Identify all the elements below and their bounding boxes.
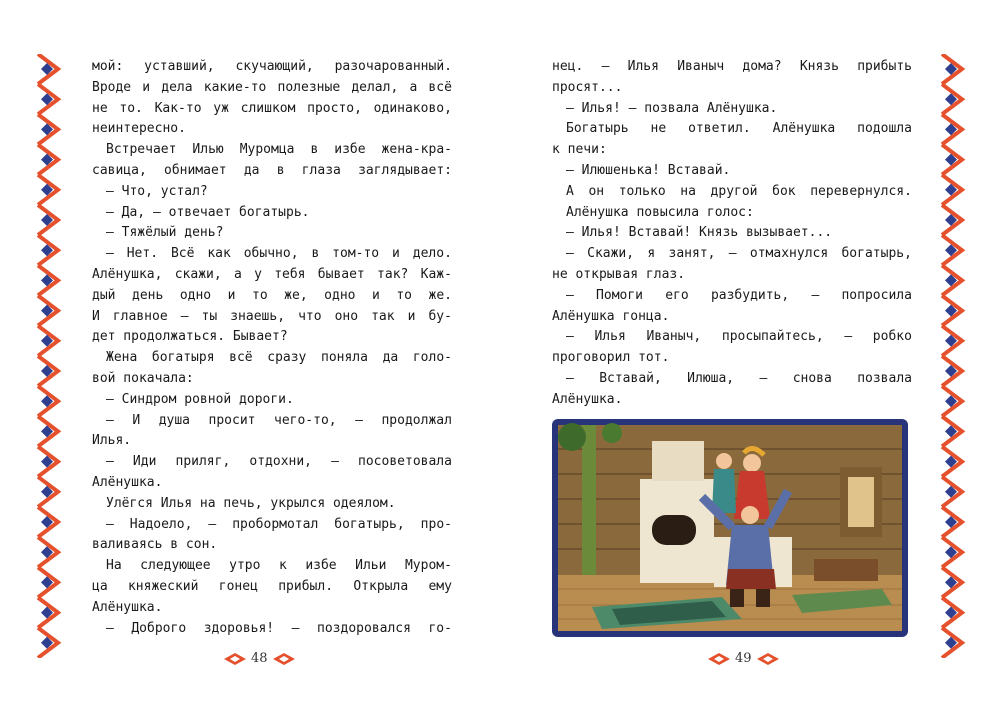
word: — bbox=[180, 308, 189, 324]
word: у bbox=[254, 266, 262, 282]
text-line: — Илья! Вставай! Князь вызывает... bbox=[566, 225, 833, 241]
word: душа bbox=[158, 412, 190, 428]
word: поздоровался bbox=[317, 620, 411, 636]
word: же, bbox=[284, 287, 308, 303]
text-line bbox=[92, 57, 452, 78]
word: бок bbox=[772, 183, 796, 199]
word: — bbox=[566, 246, 574, 262]
text-line bbox=[552, 327, 912, 348]
text-line bbox=[552, 57, 912, 78]
text-line bbox=[552, 244, 912, 265]
text-line bbox=[92, 348, 452, 369]
word: И bbox=[132, 412, 141, 428]
word: го- bbox=[428, 620, 452, 636]
word: разбудить, bbox=[710, 287, 790, 303]
word: и bbox=[372, 287, 380, 303]
word: разочарованный. bbox=[334, 59, 452, 74]
page-number-left bbox=[224, 651, 295, 666]
word: отдохни, bbox=[249, 454, 313, 470]
text-line bbox=[552, 119, 912, 140]
word: только bbox=[618, 183, 666, 199]
text-line bbox=[92, 161, 452, 182]
word: знаешь, bbox=[230, 308, 286, 324]
word: делал, bbox=[351, 79, 399, 95]
word: — bbox=[728, 246, 737, 262]
word: поняла bbox=[321, 350, 368, 366]
word: — bbox=[566, 370, 574, 386]
word: жена-кра- bbox=[381, 142, 452, 158]
text-line: к печи: bbox=[552, 142, 607, 158]
word: дома? bbox=[742, 59, 782, 74]
text-line: — Синдром ровной дороги. bbox=[106, 391, 294, 407]
word: Иди bbox=[132, 454, 157, 470]
word: княжеский bbox=[127, 578, 199, 594]
word: одно bbox=[324, 287, 356, 303]
word: Всё bbox=[170, 246, 195, 262]
word: в bbox=[311, 246, 320, 262]
word: другой bbox=[710, 183, 758, 199]
word: позвала bbox=[857, 370, 912, 386]
word: то bbox=[396, 287, 412, 303]
word: Вставай, bbox=[599, 370, 662, 386]
word: снова bbox=[792, 370, 832, 386]
word: дый bbox=[92, 287, 116, 303]
text-line bbox=[92, 452, 452, 473]
text-line: — Что, устал? bbox=[106, 183, 208, 199]
word: Открыла bbox=[353, 578, 409, 594]
word: продолжал bbox=[381, 412, 452, 428]
text-line bbox=[92, 556, 452, 577]
word: богатырь, bbox=[841, 246, 912, 262]
word: его bbox=[665, 287, 689, 303]
word: прибыл. bbox=[278, 578, 334, 594]
word: избе bbox=[305, 558, 337, 574]
word: посоветовала bbox=[358, 454, 452, 470]
word: занят, bbox=[668, 246, 716, 262]
word: Илья bbox=[627, 59, 659, 74]
word: и bbox=[392, 246, 400, 262]
text-line bbox=[92, 286, 452, 307]
word: не bbox=[92, 100, 108, 116]
word: — bbox=[291, 620, 300, 636]
word: Иваныч bbox=[677, 59, 725, 74]
word: Жена bbox=[106, 350, 138, 366]
word: попросила bbox=[841, 287, 912, 303]
text-line: дет продолжаться. Бывает? bbox=[92, 329, 288, 345]
text-line: Алёнушка гонца. bbox=[552, 308, 670, 324]
word: всё bbox=[428, 79, 452, 95]
text-line: Алёнушка повысила голос: bbox=[566, 204, 754, 220]
word: скажи, bbox=[174, 266, 222, 282]
word: всё bbox=[229, 350, 253, 366]
word: чего-то, bbox=[274, 412, 337, 428]
text-line: Алёнушка. bbox=[92, 599, 163, 615]
word: здоровья! bbox=[203, 620, 275, 636]
word: ему bbox=[428, 578, 452, 594]
word: — bbox=[566, 329, 574, 345]
word: не bbox=[650, 121, 667, 137]
word: Встречает bbox=[106, 142, 177, 158]
word: тебя bbox=[274, 266, 306, 282]
text-line bbox=[92, 619, 452, 640]
word: на bbox=[680, 183, 696, 199]
word: оно bbox=[334, 308, 359, 324]
text-line bbox=[92, 307, 452, 328]
word: Князь bbox=[799, 59, 839, 74]
word: слишком bbox=[240, 100, 296, 116]
word: — bbox=[844, 329, 853, 345]
word: Помоги bbox=[596, 287, 644, 303]
word: — bbox=[331, 454, 339, 470]
word: а bbox=[409, 79, 418, 95]
page-marker-left-icon bbox=[224, 653, 246, 665]
text-line: просят... bbox=[552, 79, 623, 95]
word: Алёнушка bbox=[772, 121, 836, 137]
word: заглядывает: bbox=[358, 162, 452, 178]
word: Нет. bbox=[126, 246, 159, 262]
word: На bbox=[106, 558, 122, 574]
word: отмахнулся bbox=[749, 246, 829, 262]
word: дело. bbox=[412, 246, 452, 262]
word: как bbox=[207, 246, 231, 262]
word: бу- bbox=[428, 308, 452, 324]
word: ответил. bbox=[688, 121, 751, 137]
word: — bbox=[106, 620, 114, 636]
text-line: валиваясь в сон. bbox=[92, 537, 218, 553]
word: — bbox=[601, 59, 610, 74]
right-ornament-border bbox=[940, 54, 966, 658]
word: гонец bbox=[218, 578, 258, 594]
text-line: Улёгся Илья на печь, укрылся одеялом. bbox=[106, 495, 396, 511]
text-line bbox=[92, 577, 452, 598]
word: богатыря bbox=[151, 350, 215, 366]
word: да bbox=[382, 350, 399, 366]
word: Муром- bbox=[404, 558, 452, 574]
word: приляг, bbox=[175, 454, 231, 470]
word: мой: bbox=[92, 59, 124, 74]
word: — bbox=[566, 287, 574, 303]
word: — bbox=[759, 370, 768, 386]
right-page-text bbox=[552, 57, 912, 411]
word: робко bbox=[872, 329, 912, 345]
word: просит bbox=[208, 412, 256, 428]
word: Скажи, bbox=[587, 246, 635, 262]
word: он bbox=[588, 183, 605, 199]
text-line: — Илюшенька! Вставай. bbox=[566, 162, 731, 178]
text-line bbox=[552, 182, 912, 203]
word: уж bbox=[213, 100, 229, 116]
word: богатырь, bbox=[334, 516, 405, 532]
word: бывает bbox=[317, 266, 365, 282]
left-page-text bbox=[92, 57, 452, 639]
word: про- bbox=[420, 516, 452, 532]
word: нец. bbox=[552, 59, 584, 74]
word: Иваныч, bbox=[646, 329, 702, 345]
text-line bbox=[92, 244, 452, 265]
word: то bbox=[252, 287, 268, 303]
word: обычно, bbox=[243, 246, 299, 262]
text-line bbox=[92, 140, 452, 161]
word: одинаково, bbox=[373, 100, 452, 116]
word: утро bbox=[229, 558, 261, 574]
word: ца bbox=[92, 578, 108, 594]
text-line: Илья. bbox=[92, 433, 132, 449]
text-line: — Илья! — позвала Алёнушка. bbox=[566, 100, 778, 116]
word: и bbox=[142, 79, 151, 95]
word: что bbox=[298, 308, 322, 324]
text-line bbox=[552, 369, 912, 390]
text-line bbox=[92, 265, 452, 286]
text-line: вой покачала: bbox=[92, 370, 194, 386]
word: так bbox=[371, 308, 395, 324]
word: ты bbox=[201, 308, 218, 324]
word: дела bbox=[161, 79, 193, 95]
word: Богатырь bbox=[566, 121, 629, 137]
word: я bbox=[647, 246, 656, 262]
text-line: — Да, — отвечает богатырь. bbox=[106, 204, 310, 220]
word: савица, bbox=[92, 162, 147, 178]
page-marker-right-icon bbox=[273, 653, 295, 665]
word: голо- bbox=[412, 350, 452, 366]
page-marker-left-icon bbox=[708, 653, 730, 665]
word: И bbox=[92, 308, 100, 324]
word: а bbox=[233, 266, 242, 282]
text-line bbox=[552, 286, 912, 307]
word: то. bbox=[119, 100, 143, 116]
word: просыпайтесь, bbox=[721, 329, 824, 345]
text-line bbox=[92, 411, 452, 432]
word: Вроде bbox=[92, 79, 132, 95]
text-line: проговорил тот. bbox=[552, 350, 670, 366]
word: Как-то bbox=[154, 100, 202, 116]
word: уставший, bbox=[144, 59, 215, 74]
text-line: неинтересно. bbox=[92, 121, 186, 137]
word: Надоело, bbox=[129, 516, 193, 532]
illustration-izba-scene bbox=[552, 419, 908, 637]
page-marker-right-icon bbox=[757, 653, 779, 665]
word: обнимает bbox=[164, 162, 227, 178]
word: просто, bbox=[307, 100, 362, 116]
word: день bbox=[132, 287, 164, 303]
word: сразу bbox=[267, 350, 307, 366]
text-line: Алёнушка. bbox=[552, 391, 623, 407]
word: одно bbox=[179, 287, 212, 303]
word: А bbox=[566, 183, 574, 199]
word: в bbox=[276, 162, 285, 178]
word: том-то bbox=[332, 246, 380, 262]
word: — bbox=[106, 454, 114, 470]
word: Ильи bbox=[355, 558, 387, 574]
word: — bbox=[355, 412, 363, 428]
word: и bbox=[227, 287, 236, 303]
word: избе bbox=[334, 142, 366, 158]
text-line: не открывая глаз. bbox=[552, 266, 686, 282]
word: какие-то bbox=[203, 79, 267, 95]
text-line: Алёнушка. bbox=[92, 474, 163, 490]
word: Илья bbox=[594, 329, 626, 345]
word: да bbox=[243, 162, 260, 178]
word: Алёнушка, bbox=[92, 266, 163, 282]
text-line: — Тяжёлый день? bbox=[106, 225, 224, 241]
page-number-text: 48 bbox=[251, 651, 268, 666]
word: Каж- bbox=[420, 266, 452, 282]
word: прибыть bbox=[857, 59, 912, 74]
word: так? bbox=[377, 266, 409, 282]
word: — bbox=[811, 287, 820, 303]
page-number-right bbox=[708, 651, 779, 666]
word: Муромца bbox=[239, 142, 295, 158]
word: Доброго bbox=[131, 620, 187, 636]
left-ornament-border bbox=[36, 54, 62, 658]
word: — bbox=[106, 516, 114, 532]
text-line bbox=[92, 99, 452, 120]
word: пробормотал bbox=[232, 516, 319, 532]
word: глаза bbox=[301, 162, 341, 178]
word: в bbox=[310, 142, 319, 158]
text-line bbox=[92, 515, 452, 536]
word: Илюша, bbox=[687, 370, 735, 386]
word: — bbox=[106, 246, 114, 262]
word: следующее bbox=[140, 558, 211, 574]
word: главное bbox=[112, 308, 168, 324]
word: скучающий, bbox=[235, 59, 314, 74]
word: подошла bbox=[857, 121, 912, 137]
word: же. bbox=[428, 287, 452, 303]
text-line bbox=[92, 78, 452, 99]
word: Илью bbox=[192, 142, 224, 158]
word: — bbox=[208, 516, 217, 532]
word: и bbox=[407, 308, 416, 324]
page-number-text: 49 bbox=[735, 651, 752, 666]
word: перевернулся. bbox=[810, 183, 912, 199]
word: полезные bbox=[277, 79, 341, 95]
word: — bbox=[106, 412, 114, 428]
word: к bbox=[278, 558, 287, 574]
